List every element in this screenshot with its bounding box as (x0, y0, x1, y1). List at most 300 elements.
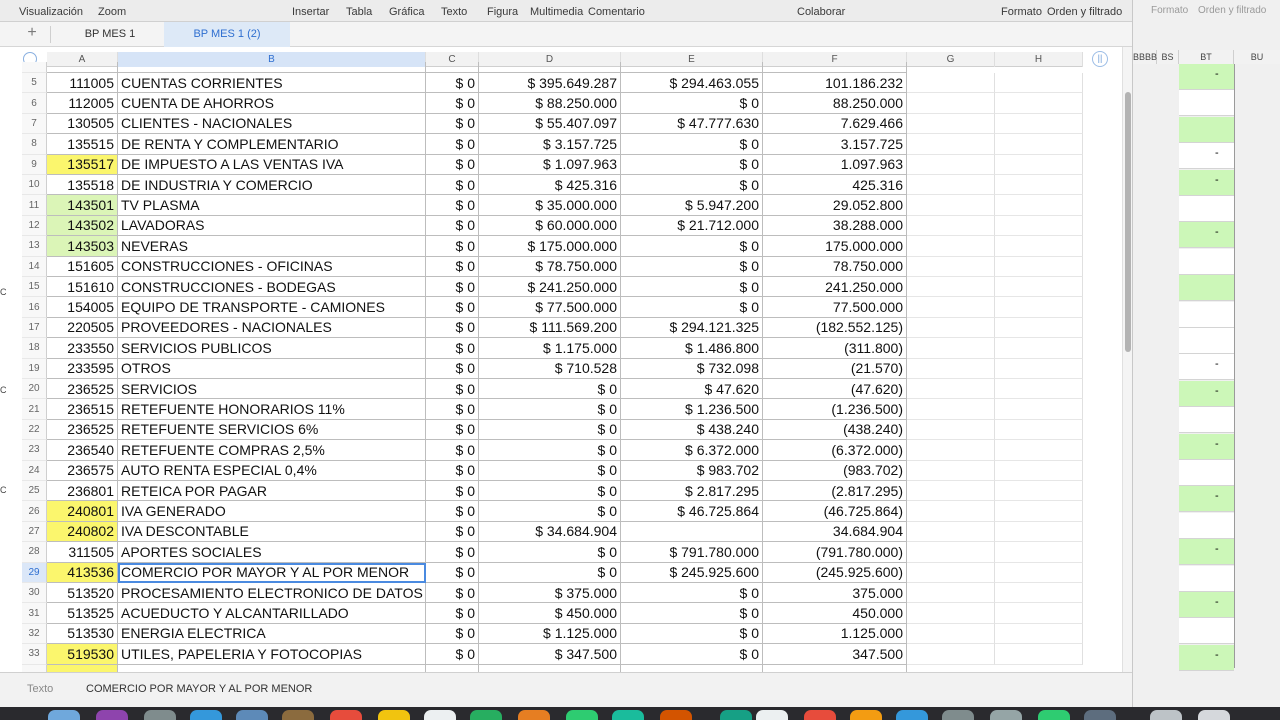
table-cell-f[interactable]: 450.000 (763, 603, 907, 623)
table-cell-d[interactable]: $ 60.000.000 (479, 216, 621, 236)
app-icon[interactable] (660, 710, 692, 720)
table-cell-h[interactable] (995, 379, 1083, 399)
row-number[interactable]: 24 (22, 461, 47, 481)
table-cell-d[interactable]: $ 111.569.200 (479, 318, 621, 338)
row-number[interactable]: 9 (22, 155, 47, 175)
trash-icon[interactable] (1198, 710, 1230, 720)
table-cell-a[interactable]: 236575 (47, 461, 118, 481)
table-cell-d[interactable]: $ 0 (479, 563, 621, 583)
row-number[interactable]: 12 (22, 216, 47, 236)
table-cell-b[interactable]: IVA GENERADO (118, 501, 426, 521)
toolbar-grafica[interactable]: Gráfica (389, 6, 425, 18)
table-cell-a[interactable]: 111005 (47, 73, 118, 93)
add-sheet-button[interactable]: + (27, 24, 37, 41)
table-cell-h[interactable] (995, 644, 1083, 664)
toolbar-insertar[interactable]: Insertar (292, 6, 330, 18)
table-cell-c[interactable]: $ 0 (426, 399, 479, 419)
table-cell-b[interactable]: ACUEDUCTO Y ALCANTARILLADO (118, 603, 426, 623)
app-icon[interactable] (1038, 710, 1070, 720)
table-cell-e[interactable]: $ 0 (621, 624, 763, 644)
table-cell-h[interactable] (995, 440, 1083, 460)
toolbar-formato[interactable]: Formato (1001, 6, 1042, 18)
table-cell-f[interactable]: 77.500.000 (763, 297, 907, 317)
table-cell-e[interactable]: $ 0 (621, 155, 763, 175)
column-header-g[interactable]: G (907, 52, 995, 67)
column-header-a[interactable]: A (47, 52, 118, 67)
row-number[interactable]: 22 (22, 420, 47, 440)
table-cell-h[interactable] (995, 583, 1083, 603)
row-number[interactable]: 31 (22, 603, 47, 623)
table-cell-c[interactable]: $ 0 (426, 420, 479, 440)
table-cell-e[interactable] (621, 522, 763, 542)
table-cell-c[interactable]: $ 0 (426, 481, 479, 501)
row-number[interactable]: 8 (22, 134, 47, 154)
app-icon[interactable] (756, 710, 788, 720)
table-cell-e[interactable]: $ 732.098 (621, 359, 763, 379)
row-number[interactable]: 7 (22, 114, 47, 134)
table-cell-b[interactable]: NEVERAS (118, 236, 426, 256)
table-cell-d[interactable]: $ 1.175.000 (479, 338, 621, 358)
table-cell-h[interactable] (995, 338, 1083, 358)
table-cell-a[interactable]: 236525 (47, 420, 118, 440)
table-cell-b[interactable]: AUTO RENTA ESPECIAL 0,4% (118, 461, 426, 481)
table-cell-d[interactable]: $ 241.250.000 (479, 277, 621, 297)
table-cell-g[interactable] (907, 338, 995, 358)
table-cell-a[interactable]: 513520 (47, 583, 118, 603)
table-cell-h[interactable] (995, 318, 1083, 338)
table-cell-a[interactable]: 135517 (47, 155, 118, 175)
table-cell-f[interactable]: (2.817.295) (763, 481, 907, 501)
tab-bp-mes-1[interactable]: BP MES 1 (84, 28, 136, 40)
table-cell-h[interactable] (995, 359, 1083, 379)
table-cell-c[interactable]: $ 0 (426, 359, 479, 379)
table-cell-f[interactable]: (245.925.600) (763, 563, 907, 583)
table-cell-d[interactable]: $ 450.000 (479, 603, 621, 623)
table-cell-a[interactable]: 233550 (47, 338, 118, 358)
add-column-handle[interactable]: || (1092, 51, 1108, 67)
table-cell-b[interactable]: SERVICIOS PUBLICOS (118, 338, 426, 358)
row-number[interactable]: 10 (22, 175, 47, 195)
table-cell-f[interactable]: 3.157.725 (763, 134, 907, 154)
table-cell-f[interactable]: (791.780.000) (763, 542, 907, 562)
table-cell-g[interactable] (907, 481, 995, 501)
table-cell-d[interactable]: $ 55.407.097 (479, 114, 621, 134)
table-cell-c[interactable]: $ 0 (426, 338, 479, 358)
table-cell-h[interactable] (995, 257, 1083, 277)
table-cell-a[interactable]: 233595 (47, 359, 118, 379)
table-cell-f[interactable]: 7.629.466 (763, 114, 907, 134)
table-cell-f[interactable]: (6.372.000) (763, 440, 907, 460)
table-cell-a[interactable]: 135515 (47, 134, 118, 154)
toolbar-zoom[interactable]: Zoom (98, 6, 127, 18)
table-cell-a[interactable]: 413536 (47, 563, 118, 583)
table-cell-b[interactable]: LAVADORAS (118, 216, 426, 236)
table-cell-f[interactable]: (182.552.125) (763, 318, 907, 338)
table-cell-h[interactable] (995, 175, 1083, 195)
table-cell-e[interactable]: $ 0 (621, 644, 763, 664)
table-cell-d[interactable]: $ 0 (479, 379, 621, 399)
table-cell-a[interactable]: 151610 (47, 277, 118, 297)
table-cell-g[interactable] (907, 563, 995, 583)
table-cell-a[interactable]: 220505 (47, 318, 118, 338)
table-cell-b[interactable]: RETEICA POR PAGAR (118, 481, 426, 501)
table-cell-h[interactable] (995, 461, 1083, 481)
table-cell-f[interactable]: (983.702) (763, 461, 907, 481)
table-cell-c[interactable]: $ 0 (426, 644, 479, 664)
table-cell-a[interactable]: 513525 (47, 603, 118, 623)
table-cell-d[interactable]: $ 0 (479, 461, 621, 481)
table-cell-d[interactable]: $ 0 (479, 399, 621, 419)
table-cell-f[interactable]: 101.186.232 (763, 73, 907, 93)
table-cell-g[interactable] (907, 420, 995, 440)
table-cell-c[interactable]: $ 0 (426, 73, 479, 93)
row-number[interactable]: 16 (22, 297, 47, 317)
table-cell-e[interactable]: $ 0 (621, 236, 763, 256)
toolbar-multimedia[interactable]: Multimedia (530, 6, 584, 18)
table-cell[interactable] (479, 62, 621, 73)
table-cell-h[interactable] (995, 134, 1083, 154)
table-cell-f[interactable]: (21.570) (763, 359, 907, 379)
table-cell-f[interactable]: (1.236.500) (763, 399, 907, 419)
table-cell-c[interactable]: $ 0 (426, 563, 479, 583)
table-cell-c[interactable]: $ 0 (426, 379, 479, 399)
table-cell-c[interactable]: $ 0 (426, 236, 479, 256)
table-cell-f[interactable]: 425.316 (763, 175, 907, 195)
finder-icon[interactable] (48, 710, 80, 720)
table-cell-g[interactable] (907, 175, 995, 195)
column-header-d[interactable]: D (479, 52, 621, 67)
table-cell-d[interactable]: $ 0 (479, 542, 621, 562)
table-cell-h[interactable] (995, 277, 1083, 297)
app-icon[interactable] (96, 710, 128, 720)
table-cell-e[interactable]: $ 0 (621, 583, 763, 603)
table-cell-h[interactable] (995, 420, 1083, 440)
row-number[interactable]: 15 (22, 277, 47, 297)
row-number[interactable]: 33 (22, 644, 47, 664)
table-cell-g[interactable] (907, 114, 995, 134)
table-cell-b[interactable]: DE IMPUESTO A LAS VENTAS IVA (118, 155, 426, 175)
row-number[interactable]: 20 (22, 379, 47, 399)
numbers-icon[interactable] (720, 710, 752, 720)
table-cell-d[interactable]: $ 0 (479, 420, 621, 440)
table-cell-d[interactable]: $ 347.500 (479, 644, 621, 664)
table-cell-g[interactable] (907, 644, 995, 664)
table-cell-c[interactable]: $ 0 (426, 624, 479, 644)
table-cell-g[interactable] (907, 542, 995, 562)
row-number[interactable]: 28 (22, 542, 47, 562)
table-cell-d[interactable]: $ 175.000.000 (479, 236, 621, 256)
app-icon[interactable] (236, 710, 268, 720)
table-cell-f[interactable]: 1.125.000 (763, 624, 907, 644)
table-cell-d[interactable]: $ 710.528 (479, 359, 621, 379)
row-number[interactable]: 26 (22, 501, 47, 521)
table-cell-c[interactable]: $ 0 (426, 461, 479, 481)
table-cell-a[interactable]: 236540 (47, 440, 118, 460)
table-cell-c[interactable]: $ 0 (426, 257, 479, 277)
table-cell-c[interactable]: $ 0 (426, 440, 479, 460)
table-cell-d[interactable]: $ 0 (479, 481, 621, 501)
table-cell-h[interactable] (995, 114, 1083, 134)
table-cell-g[interactable] (907, 440, 995, 460)
table-cell-f[interactable]: 88.250.000 (763, 93, 907, 113)
table-cell-h[interactable] (995, 399, 1083, 419)
table-cell-g[interactable] (907, 583, 995, 603)
table-cell-g[interactable] (907, 359, 995, 379)
table-cell-a[interactable]: 154005 (47, 297, 118, 317)
table-cell-c[interactable]: $ 0 (426, 195, 479, 215)
table-cell-a[interactable]: 151605 (47, 257, 118, 277)
table-cell-h[interactable] (995, 93, 1083, 113)
table-cell-c[interactable]: $ 0 (426, 216, 479, 236)
table-cell-e[interactable]: $ 5.947.200 (621, 195, 763, 215)
table-cell-e[interactable]: $ 47.620 (621, 379, 763, 399)
table-cell-g[interactable] (907, 297, 995, 317)
table-cell-b[interactable]: UTILES, PAPELERIA Y FOTOCOPIAS (118, 644, 426, 664)
table-cell-b[interactable]: APORTES SOCIALES (118, 542, 426, 562)
table-cell-b[interactable]: CUENTAS CORRIENTES (118, 73, 426, 93)
table-cell-c[interactable]: $ 0 (426, 277, 479, 297)
app-icon[interactable] (1084, 710, 1116, 720)
row-number[interactable]: 19 (22, 359, 47, 379)
folder-icon[interactable] (1150, 710, 1182, 720)
table-cell-f[interactable]: (438.240) (763, 420, 907, 440)
table-cell-e[interactable]: $ 1.236.500 (621, 399, 763, 419)
table-cell-b[interactable]: RETEFUENTE SERVICIOS 6% (118, 420, 426, 440)
table-cell-d[interactable]: $ 395.649.287 (479, 73, 621, 93)
table-cell-h[interactable] (995, 236, 1083, 256)
row-number[interactable]: 30 (22, 583, 47, 603)
table-cell-d[interactable]: $ 34.684.904 (479, 522, 621, 542)
table-cell-b[interactable]: EQUIPO DE TRANSPORTE - CAMIONES (118, 297, 426, 317)
table-cell-g[interactable] (907, 216, 995, 236)
table-cell-h[interactable] (995, 155, 1083, 175)
table-cell-f[interactable]: 241.250.000 (763, 277, 907, 297)
scrollbar-thumb[interactable] (1125, 92, 1131, 352)
status-cell-value[interactable]: COMERCIO POR MAYOR Y AL POR MENOR (86, 683, 313, 695)
app-icon[interactable] (424, 710, 456, 720)
table-cell-d[interactable]: $ 35.000.000 (479, 195, 621, 215)
table-cell-g[interactable] (907, 73, 995, 93)
table-cell[interactable] (118, 62, 426, 73)
table-cell-f[interactable]: 375.000 (763, 583, 907, 603)
table-cell-e[interactable]: $ 0 (621, 134, 763, 154)
table-cell-a[interactable]: 240802 (47, 522, 118, 542)
table-cell-g[interactable] (907, 236, 995, 256)
messages-icon[interactable] (612, 710, 644, 720)
table-cell-h[interactable] (995, 297, 1083, 317)
table-cell-g[interactable] (907, 257, 995, 277)
row-number[interactable]: 18 (22, 338, 47, 358)
table-cell-d[interactable]: $ 1.125.000 (479, 624, 621, 644)
table-cell-g[interactable] (907, 134, 995, 154)
table-cell-c[interactable]: $ 0 (426, 583, 479, 603)
table-cell-g[interactable] (907, 624, 995, 644)
table-cell-e[interactable]: $ 245.925.600 (621, 563, 763, 583)
table-cell-h[interactable] (995, 481, 1083, 501)
table-cell-b[interactable]: PROCESAMIENTO ELECTRONICO DE DATOS (118, 583, 426, 603)
table-cell-b[interactable]: ENERGIA ELECTRICA (118, 624, 426, 644)
safari-icon[interactable] (190, 710, 222, 720)
table-cell[interactable] (763, 62, 907, 73)
table-cell-a[interactable]: 236515 (47, 399, 118, 419)
table-cell-d[interactable]: $ 88.250.000 (479, 93, 621, 113)
table-cell[interactable] (47, 62, 118, 73)
table-cell-d[interactable]: $ 78.750.000 (479, 257, 621, 277)
app-icon[interactable] (942, 710, 974, 720)
row-number[interactable]: 27 (22, 522, 47, 542)
column-header-h[interactable]: H (995, 52, 1083, 67)
table-cell-g[interactable] (907, 195, 995, 215)
table-cell-a[interactable]: 519530 (47, 644, 118, 664)
table-cell-b[interactable]: RETEFUENTE COMPRAS 2,5% (118, 440, 426, 460)
table-cell-g[interactable] (907, 461, 995, 481)
tab-bp-mes-1-copy[interactable]: BP MES 1 (2) (164, 22, 290, 47)
table-cell-f[interactable]: 78.750.000 (763, 257, 907, 277)
table-cell-d[interactable]: $ 425.316 (479, 175, 621, 195)
maps-icon[interactable] (470, 710, 502, 720)
row-number[interactable]: 5 (22, 73, 47, 93)
row-number[interactable]: 13 (22, 236, 47, 256)
photos-icon[interactable] (518, 710, 550, 720)
table-cell-g[interactable] (907, 379, 995, 399)
row-number[interactable]: 25 (22, 481, 47, 501)
table-cell-g[interactable] (907, 93, 995, 113)
row-number[interactable]: 11 (22, 195, 47, 215)
table-cell-e[interactable]: $ 791.780.000 (621, 542, 763, 562)
table-cell-f[interactable]: 34.684.904 (763, 522, 907, 542)
toolbar-texto[interactable]: Texto (441, 6, 468, 18)
table-cell-b[interactable]: CLIENTES - NACIONALES (118, 114, 426, 134)
table-cell-e[interactable]: $ 0 (621, 277, 763, 297)
row-number[interactable]: 21 (22, 399, 47, 419)
app-icon[interactable] (896, 710, 928, 720)
table-cell-e[interactable]: $ 0 (621, 603, 763, 623)
table-cell-g[interactable] (907, 155, 995, 175)
table-cell-f[interactable]: (46.725.864) (763, 501, 907, 521)
table-cell-a[interactable]: 143502 (47, 216, 118, 236)
table-cell-b[interactable]: RETEFUENTE HONORARIOS 11% (118, 399, 426, 419)
table-cell-b[interactable]: CUENTA DE AHORROS (118, 93, 426, 113)
column-header-b[interactable]: B (118, 52, 426, 67)
table-cell-b[interactable]: CONSTRUCCIONES - OFICINAS (118, 257, 426, 277)
app-icon[interactable] (282, 710, 314, 720)
table-cell-h[interactable] (995, 603, 1083, 623)
app-icon[interactable] (144, 710, 176, 720)
table-cell-h[interactable] (995, 501, 1083, 521)
table-cell-a[interactable]: 112005 (47, 93, 118, 113)
table-cell-h[interactable] (995, 522, 1083, 542)
table-cell-g[interactable] (907, 522, 995, 542)
toolbar-visualizacion[interactable]: Visualización (19, 6, 84, 18)
table-cell-f[interactable]: 29.052.800 (763, 195, 907, 215)
table-cell-b[interactable]: DE RENTA Y COMPLEMENTARIO (118, 134, 426, 154)
table-cell-a[interactable]: 130505 (47, 114, 118, 134)
table-cell-c[interactable]: $ 0 (426, 134, 479, 154)
table-cell-c[interactable]: $ 0 (426, 501, 479, 521)
column-header-f[interactable]: F (763, 52, 907, 67)
table-cell-d[interactable]: $ 0 (479, 501, 621, 521)
table-cell-h[interactable] (995, 624, 1083, 644)
table-cell[interactable] (426, 62, 479, 73)
toolbar-colaborar[interactable]: Colaborar (797, 6, 846, 18)
table-cell-f[interactable]: 1.097.963 (763, 155, 907, 175)
table-cell-e[interactable]: $ 6.372.000 (621, 440, 763, 460)
table-cell-c[interactable]: $ 0 (426, 542, 479, 562)
table-cell-e[interactable]: $ 0 (621, 93, 763, 113)
toolbar-orden-filtrado[interactable]: Orden y filtrado (1047, 6, 1123, 18)
music-icon[interactable] (804, 710, 836, 720)
table-cell-h[interactable] (995, 195, 1083, 215)
table-cell-f[interactable]: (47.620) (763, 379, 907, 399)
table-cell-c[interactable]: $ 0 (426, 522, 479, 542)
table-cell-b[interactable]: COMERCIO POR MAYOR Y AL POR MENOR (118, 563, 426, 583)
notes-icon[interactable] (378, 710, 410, 720)
row-number[interactable]: 17 (22, 318, 47, 338)
table-cell-e[interactable]: $ 46.725.864 (621, 501, 763, 521)
table-cell-f[interactable]: 347.500 (763, 644, 907, 664)
table-cell-e[interactable]: $ 2.817.295 (621, 481, 763, 501)
table-cell-e[interactable]: $ 294.121.325 (621, 318, 763, 338)
table-cell-h[interactable] (995, 73, 1083, 93)
table-cell-b[interactable]: OTROS (118, 359, 426, 379)
table-cell-f[interactable]: 175.000.000 (763, 236, 907, 256)
table-cell-c[interactable]: $ 0 (426, 155, 479, 175)
table-cell-c[interactable]: $ 0 (426, 114, 479, 134)
toolbar-tabla[interactable]: Tabla (346, 6, 373, 18)
table-cell-a[interactable]: 143501 (47, 195, 118, 215)
table-cell-a[interactable]: 143503 (47, 236, 118, 256)
table-cell-g[interactable] (907, 603, 995, 623)
table-cell-a[interactable]: 236525 (47, 379, 118, 399)
app-icon[interactable] (566, 710, 598, 720)
table-cell-e[interactable]: $ 983.702 (621, 461, 763, 481)
table-cell-d[interactable]: $ 375.000 (479, 583, 621, 603)
toolbar-figura[interactable]: Figura (487, 6, 519, 18)
table-cell-d[interactable]: $ 0 (479, 440, 621, 460)
vertical-scrollbar[interactable] (1122, 47, 1132, 672)
table-cell-h[interactable] (995, 216, 1083, 236)
table-cell-e[interactable]: $ 438.240 (621, 420, 763, 440)
table-cell-c[interactable]: $ 0 (426, 93, 479, 113)
row-number[interactable]: 14 (22, 257, 47, 277)
table-cell-f[interactable]: (311.800) (763, 338, 907, 358)
table-cell-e[interactable]: $ 0 (621, 297, 763, 317)
table-cell-b[interactable]: TV PLASMA (118, 195, 426, 215)
app-icon[interactable] (990, 710, 1022, 720)
row-number[interactable]: 29 (22, 563, 47, 583)
table-cell-d[interactable]: $ 77.500.000 (479, 297, 621, 317)
table-cell-e[interactable]: $ 0 (621, 257, 763, 277)
table-cell-g[interactable] (907, 501, 995, 521)
table-cell-c[interactable]: $ 0 (426, 603, 479, 623)
table-cell-e[interactable]: $ 294.463.055 (621, 73, 763, 93)
table-cell-c[interactable]: $ 0 (426, 318, 479, 338)
table-cell-a[interactable]: 311505 (47, 542, 118, 562)
table-cell-e[interactable]: $ 1.486.800 (621, 338, 763, 358)
table-cell-b[interactable]: IVA DESCONTABLE (118, 522, 426, 542)
table-cell[interactable] (621, 62, 763, 73)
table-cell-h[interactable] (995, 542, 1083, 562)
column-header-e[interactable]: E (621, 52, 763, 67)
table-cell-b[interactable]: SERVICIOS (118, 379, 426, 399)
table-cell-d[interactable]: $ 3.157.725 (479, 134, 621, 154)
table-cell-b[interactable]: PROVEEDORES - NACIONALES (118, 318, 426, 338)
table-cell-f[interactable]: 38.288.000 (763, 216, 907, 236)
column-header-c[interactable]: C (426, 52, 479, 67)
table-cell-g[interactable] (907, 399, 995, 419)
row-number[interactable]: 23 (22, 440, 47, 460)
table-cell-a[interactable]: 240801 (47, 501, 118, 521)
